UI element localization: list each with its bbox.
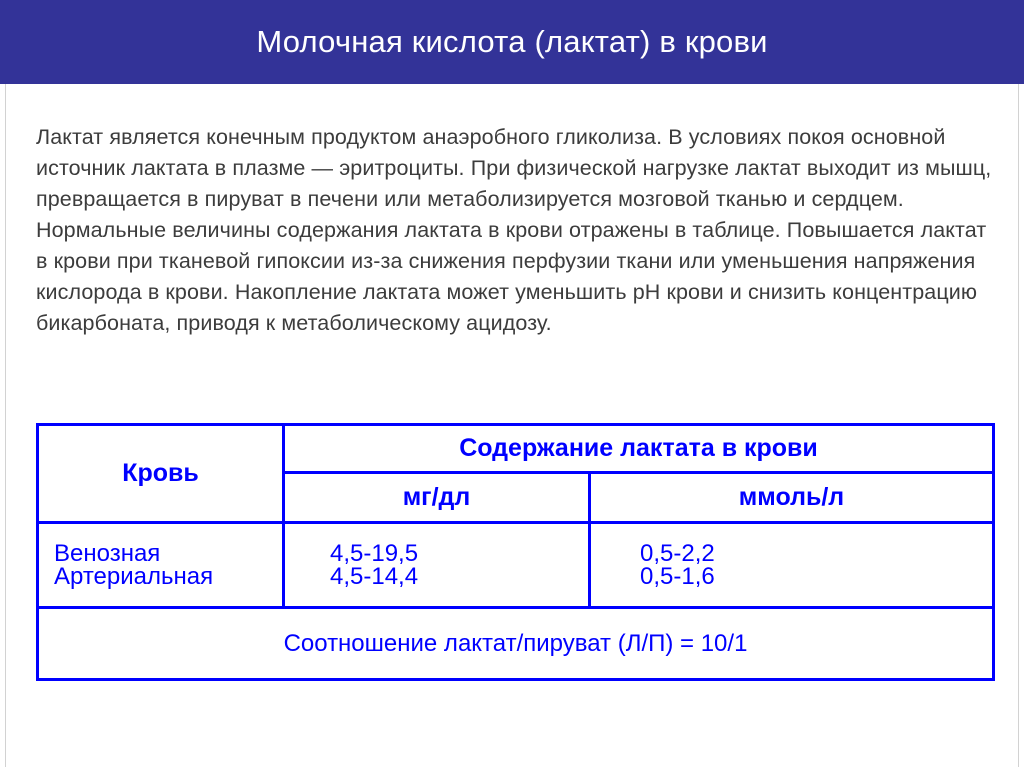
- left-frame-line: [5, 84, 6, 767]
- lactate-table: [36, 423, 995, 681]
- header-blood: [39, 426, 282, 521]
- slide-title-bar: [0, 0, 1024, 84]
- slide-title: Молочная кислота (лактат) в крови: [256, 24, 768, 59]
- mg-value-venous: 4,5-19,5: [330, 540, 419, 567]
- ratio-text: Соотношение лактат/пируват (Л/П) = 10/1: [283, 629, 748, 657]
- header-mg-dl-label: мг/дл: [402, 483, 471, 511]
- right-frame-line: [1018, 84, 1019, 767]
- blood-type-venous: Венозная: [54, 540, 161, 567]
- mg-value-arterial: 4,5-14,4: [330, 563, 419, 590]
- intro-paragraph: Лактат является конечным продуктом анаэробного гликолиза. В условиях покоя основной источник лактата в плазме — эритроциты. При физической нагрузке лактат выходит из мышц, превращается в пируват в печени или метаболизируется мозговой тканью и сердцем. Нормальные величины содержания лактата в крови отражены в таблице. Повышается лактат в крови при тканевой гипоксии из-за снижения перфузии ткани или уменьшения напряжения кислорода в крови. Накопление лактата может уменьшить pH крови и снизить концентрацию бикарбоната, приводя к метаболическому ацидозу.: [36, 125, 992, 335]
- ratio-cell: [39, 609, 992, 678]
- blood-types-cell: [54, 524, 282, 606]
- mg-values-cell: [330, 524, 588, 606]
- mmol-value-venous: 0,5-2,2: [640, 540, 715, 567]
- header-blood-label: Кровь: [122, 459, 199, 487]
- header-mg-dl: [285, 474, 588, 521]
- header-lactate-content: [285, 426, 992, 471]
- mmol-values-cell: [640, 524, 992, 606]
- header-mmol-l-label: ммоль/л: [738, 483, 845, 511]
- blood-type-arterial: Артериальная: [54, 563, 214, 590]
- header-lactate-content-label: Содержание лактата в крови: [459, 434, 818, 462]
- mmol-value-arterial: 0,5-1,6: [640, 563, 715, 590]
- header-mmol-l: [591, 474, 992, 521]
